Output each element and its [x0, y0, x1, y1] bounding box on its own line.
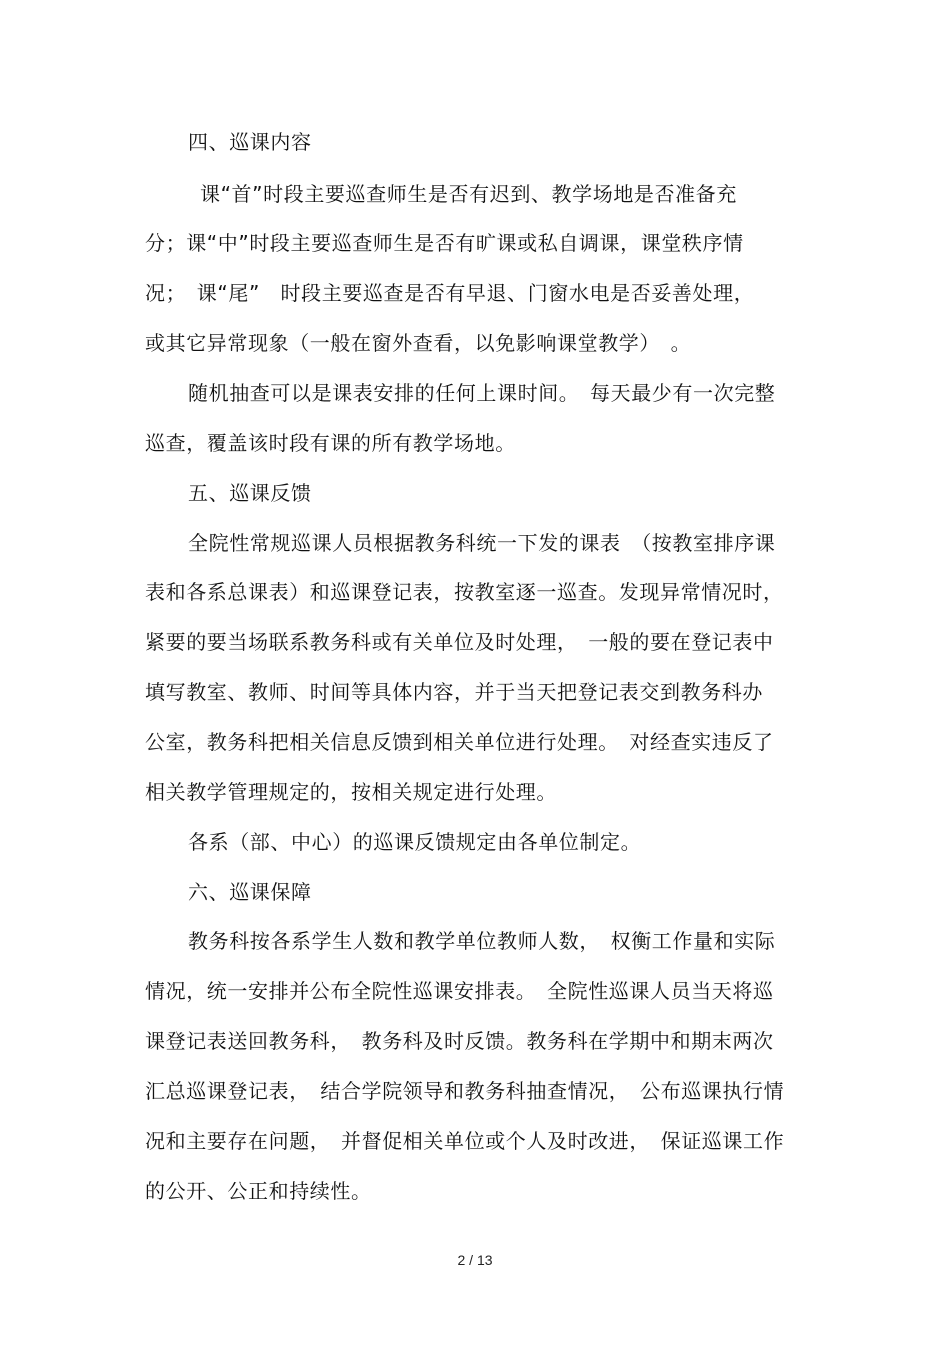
paragraph-line: 课“首”时段主要巡查师生是否有迟到、教学场地是否准备充 — [200, 182, 737, 206]
paragraph-line: 的公开、公正和持续性。 — [145, 1179, 372, 1203]
paragraph-line: 各系（部、中心）的巡课反馈规定由各单位制定。 — [188, 830, 642, 854]
section-heading-5: 五、巡课反馈 — [188, 481, 312, 505]
paragraph-line: 公室，教务科把相关信息反馈到相关单位进行处理。 对经查实违反了 — [145, 730, 774, 754]
paragraph-line: 全院性常规巡课人员根据教务科统一下发的课表 （按教室排序课 — [188, 531, 776, 555]
paragraph-line: 巡查，覆盖该时段有课的所有教学场地。 — [145, 431, 516, 455]
page-number: 2 / 13 — [457, 1252, 493, 1268]
paragraph-line: 随机抽查可以是课表安排的任何上课时间。 每天最少有一次完整 — [188, 381, 776, 405]
paragraph-line: 或其它异常现象（一般在窗外查看，以免影响课堂教学） 。 — [145, 331, 692, 355]
paragraph-line: 况； 课“尾” 时段主要巡查是否有早退、门窗水电是否妥善处理， — [145, 281, 755, 305]
paragraph-line: 课登记表送回教务科， 教务科及时反馈。教务科在学期中和期末两次 — [145, 1029, 774, 1053]
paragraph-line: 表和各系总课表）和巡课登记表，按教室逐一巡查。发现异常情况时， — [145, 580, 784, 604]
paragraph-line: 相关教学管理规定的，按相关规定进行处理。 — [145, 780, 557, 804]
paragraph-line: 分；课“中”时段主要巡查师生是否有旷课或私自调课，课堂秩序情 — [145, 231, 744, 255]
paragraph-line: 填写教室、教师、时间等具体内容，并于当天把登记表交到教务科办 — [145, 680, 763, 704]
section-heading-4: 四、巡课内容 — [188, 130, 312, 154]
paragraph-line: 教务科按各系学生人数和教学单位教师人数， 权衡工作量和实际 — [188, 929, 776, 953]
paragraph-line: 情况，统一安排并公布全院性巡课安排表。 全院性巡课人员当天将巡 — [145, 979, 774, 1003]
paragraph-line: 汇总巡课登记表， 结合学院领导和教务科抽查情况， 公布巡课执行情 — [145, 1079, 785, 1103]
paragraph-line: 紧要的要当场联系教务科或有关单位及时处理， 一般的要在登记表中 — [145, 630, 774, 654]
section-heading-6: 六、巡课保障 — [188, 880, 312, 904]
paragraph-line: 况和主要存在问题， 并督促相关单位或个人及时改进， 保证巡课工作 — [145, 1129, 785, 1153]
